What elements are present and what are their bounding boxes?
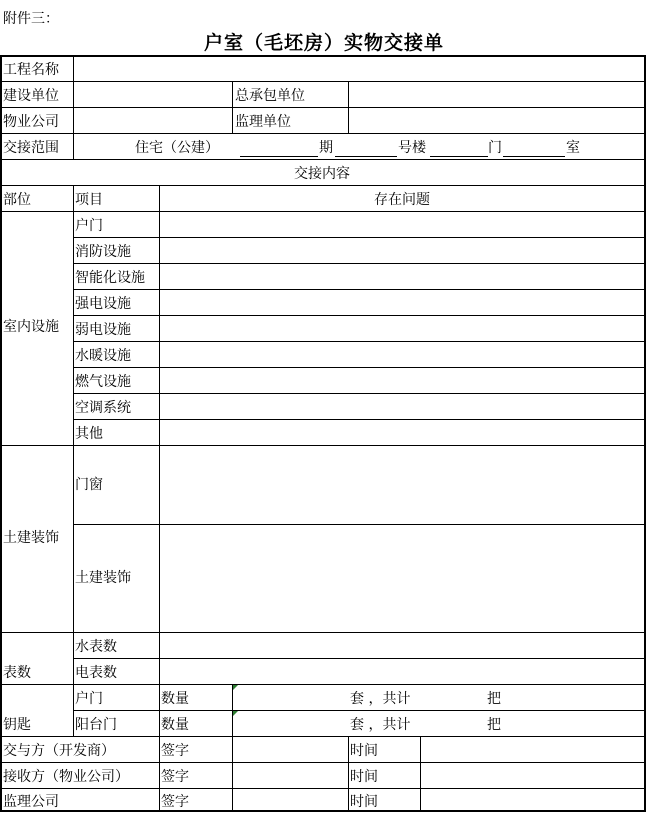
content-section-title: 交接内容 [294,166,350,182]
indoor-item: 其他 [75,426,103,442]
indoor-item: 消防设施 [75,244,131,260]
signature-party: 交与方（开发商） [3,743,115,759]
scope-label: 交接范围 [3,140,59,156]
col-part-header: 部位 [3,192,31,208]
scope-unit: 门 [488,140,502,156]
indoor-item: 燃气设施 [75,374,131,390]
scope-blank-building[interactable] [335,156,397,157]
key-item: 阳台门 [75,717,117,733]
key-qty-label: 数量 [161,717,189,733]
scope-room: 室 [566,140,580,156]
signature-party: 监理公司 [3,794,59,810]
sign-label: 签字 [161,743,189,759]
indoor-item: 强电设施 [75,296,131,312]
civil-item: 土建装饰 [75,570,131,586]
developer-label: 建设单位 [3,88,59,104]
sign-label: 签字 [161,769,189,785]
scope-blank-room[interactable] [503,156,565,157]
project-name-label: 工程名称 [3,62,59,78]
time-label: 时间 [350,743,378,759]
supervision-unit-field[interactable] [349,108,643,133]
key-item: 户门 [75,691,103,707]
signature-party: 接收方（物业公司） [3,769,129,785]
property-company-field[interactable] [74,108,232,133]
developer-field[interactable] [74,82,232,107]
sign-label: 签字 [161,794,189,810]
key-sets-label: 套 ，共计 [350,717,411,733]
general-contractor-field[interactable] [349,82,643,107]
scope-building: 号楼 [398,140,426,156]
time-label: 时间 [350,769,378,785]
cell-comment-marker [233,685,238,690]
indoor-item: 空调系统 [75,400,131,416]
indoor-facilities-label: 室内设施 [3,319,59,335]
meter-item: 水表数 [75,639,117,655]
civil-decoration-label: 土建装饰 [3,530,59,546]
scope-blank-phase[interactable] [240,156,318,157]
time-label: 时间 [350,794,378,810]
key-unit-label: 把 [487,717,501,733]
general-contractor-label: 总承包单位 [235,88,305,104]
col-item-header: 项目 [75,192,103,208]
form-title: 户室（毛坯房）实物交接单 [203,32,445,54]
col-issue-header: 存在问题 [374,192,430,208]
supervision-unit-label: 监理单位 [235,114,291,130]
keys-label: 钥匙 [3,717,31,733]
key-sets-label: 套 ，共计 [350,691,411,707]
attachment-label: 附件三： [3,11,59,27]
civil-item: 门窗 [75,477,103,493]
scope-residence: 住宅（公建） [135,140,219,156]
key-qty-label: 数量 [161,691,189,707]
scope-phase: 期 [319,140,333,156]
indoor-item: 智能化设施 [75,270,145,286]
indoor-item: 户门 [75,218,103,234]
property-company-label: 物业公司 [3,114,59,130]
key-unit-label: 把 [487,691,501,707]
scope-blank-unit[interactable] [430,156,488,157]
project-name-field[interactable] [74,56,643,81]
indoor-item: 水暖设施 [75,348,131,364]
indoor-item: 弱电设施 [75,322,131,338]
meters-label: 表数 [3,665,31,681]
cell-comment-marker [233,711,238,716]
meter-item: 电表数 [75,665,117,681]
